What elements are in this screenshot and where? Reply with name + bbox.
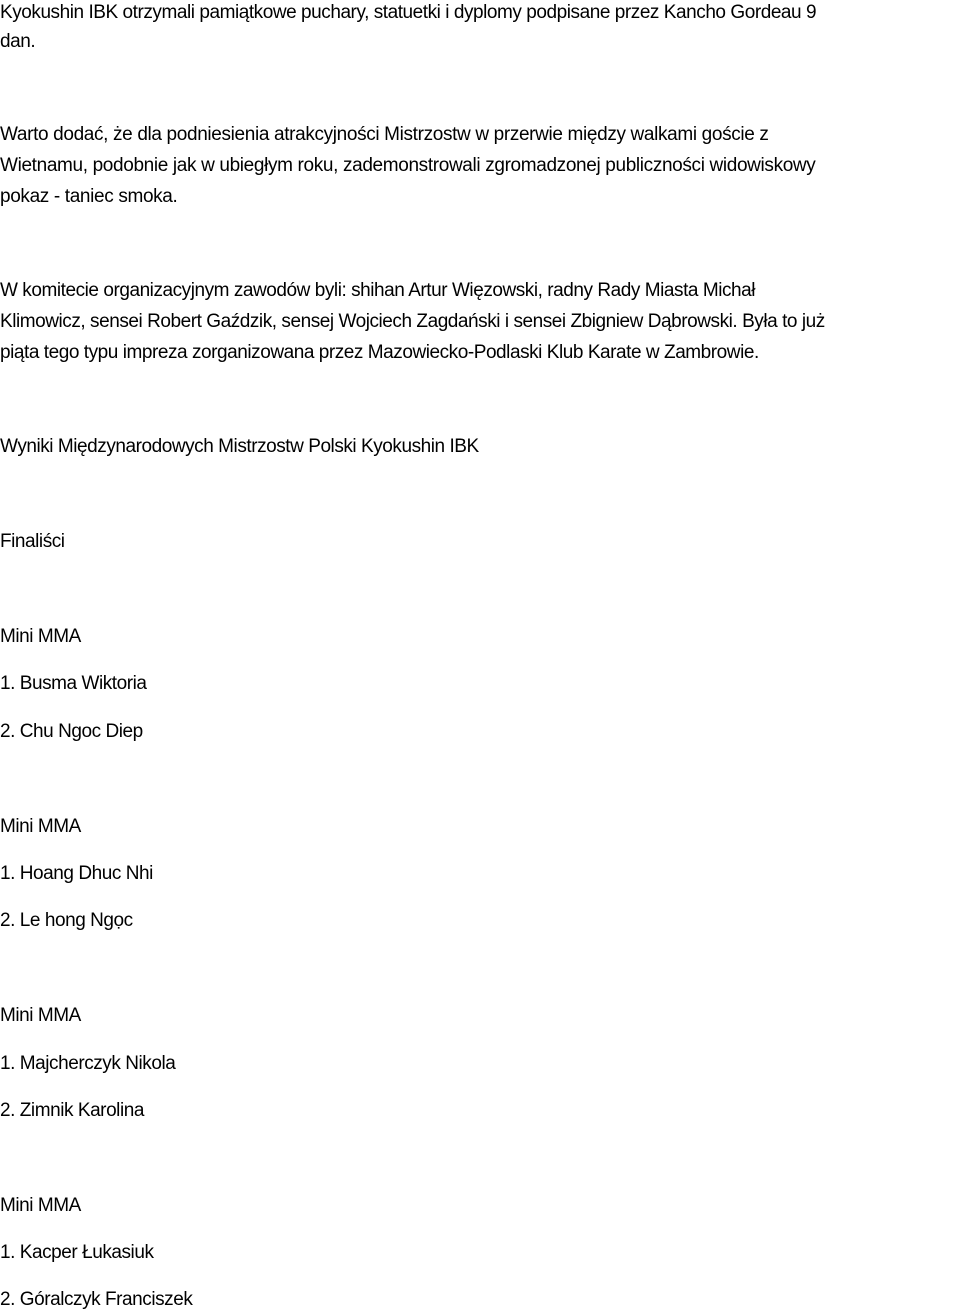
category-label: Mini MMA: [0, 816, 81, 837]
text-line: Wietnamu, podobnie jak w ubiegłym roku, zademonstrowali zgromadzonej publiczności widowiskowy: [0, 155, 816, 176]
list-item: 2. Zimnik Karolina: [0, 1100, 144, 1121]
section-heading: Wyniki Międzynarodowych Mistrzostw Polski Kyokushin IBK: [0, 436, 479, 457]
text-line: Kyokushin IBK otrzymali pamiątkowe puchary, statuetki i dyplomy podpisane przez Kancho Gordeau 9: [0, 2, 817, 23]
list-item: 2. Chu Ngoc Diep: [0, 721, 143, 742]
text-line: Warto dodać, że dla podniesienia atrakcyjności Mistrzostw w przerwie między walkami goście z: [0, 124, 769, 145]
category-label: Mini MMA: [0, 1005, 81, 1026]
list-item: 2. Góralczyk Franciszek: [0, 1289, 193, 1310]
list-item: 1. Busma Wiktoria: [0, 673, 147, 694]
list-item: 1. Majcherczyk Nikola: [0, 1053, 176, 1074]
category-label: Mini MMA: [0, 626, 81, 647]
list-item: 1. Kacper Łukasiuk: [0, 1242, 154, 1263]
text-line: piąta tego typu impreza zorganizowana przez Mazowiecko-Podlaski Klub Karate w Zambrowie.: [0, 342, 759, 363]
text-line: Klimowicz, sensei Robert Gaździk, sensej Wojciech Zagdański i sensei Zbigniew Dąbrowski. Była to już: [0, 311, 825, 332]
text-line: pokaz - taniec smoka.: [0, 186, 178, 207]
list-item: 2. Le hong Ngọc: [0, 910, 133, 931]
section-heading: Finaliści: [0, 531, 65, 552]
list-item: 1. Hoang Dhuc Nhi: [0, 863, 153, 884]
category-label: Mini MMA: [0, 1195, 81, 1216]
text-line: W komitecie organizacyjnym zawodów byli: shihan Artur Więzowski, radny Rady Miasta Michał: [0, 280, 756, 301]
text-line: dan.: [0, 31, 36, 52]
